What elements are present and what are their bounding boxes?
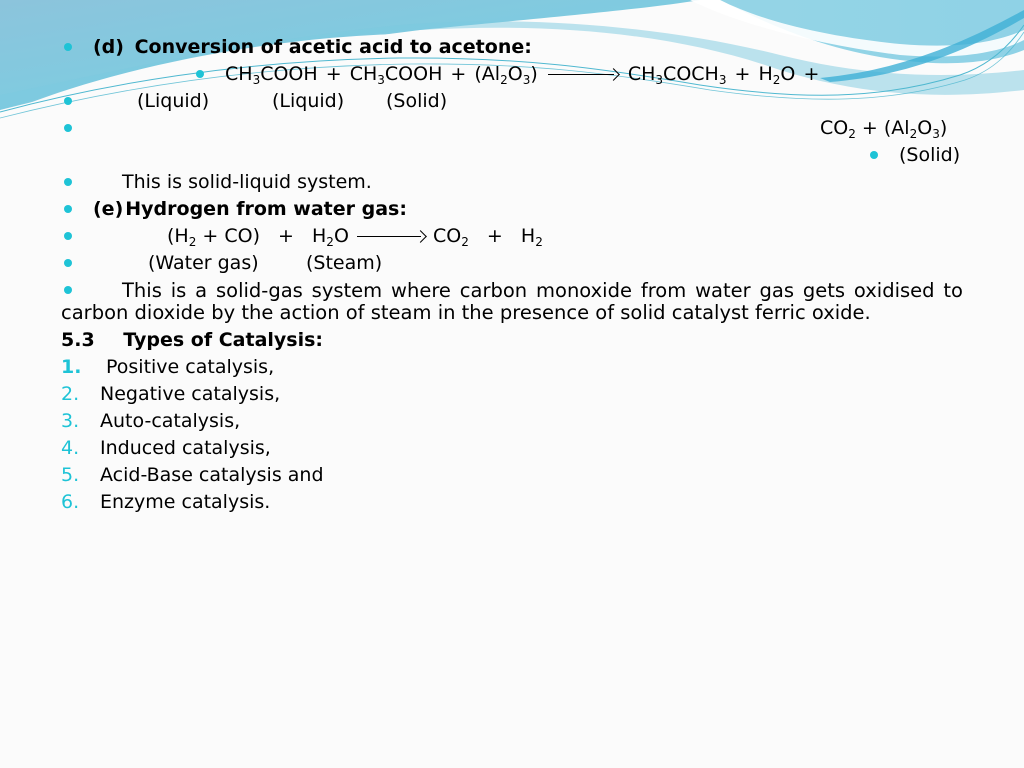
section-d-label: (d) <box>93 36 124 58</box>
subscript: 3 <box>932 127 940 141</box>
bullet-icon <box>64 259 72 267</box>
bullet-icon <box>64 43 72 51</box>
bullet-icon <box>64 124 72 132</box>
section-title: Types of Catalysis: <box>123 329 324 351</box>
section-e-title: Hydrogen from water gas: <box>125 198 407 220</box>
formula-text: ) <box>530 63 538 85</box>
reaction-arrow-icon <box>357 231 425 243</box>
subscript: 2 <box>909 127 918 141</box>
formula-text: (H <box>167 225 189 247</box>
paragraph-text: This is a solid-gas system where carbon monoxide from water gas gets oxidised to carbon dioxide by the action of steam in the presence of solid catalyst ferric oxide. <box>61 279 963 324</box>
list-text: Acid-Base catalysis and <box>100 464 324 486</box>
list-number: 3. <box>61 410 80 432</box>
plus-sign: + <box>450 63 467 85</box>
list-text: Auto-catalysis, <box>100 410 241 432</box>
formula-text: COOH <box>384 63 443 85</box>
plus-sign: + <box>278 225 294 247</box>
subscript: 2 <box>326 235 334 249</box>
state-label: (Solid) <box>899 144 961 166</box>
formula-text: O <box>507 63 523 85</box>
list-number: 4. <box>61 437 80 459</box>
equation-acetone-products-cont <box>820 116 947 140</box>
state-label: (Steam) <box>306 252 383 274</box>
list-number: 6. <box>61 491 80 513</box>
formula-text: CH <box>349 63 378 85</box>
subscript: 3 <box>252 73 261 87</box>
bullet-icon <box>64 232 72 240</box>
bullet-icon <box>64 205 72 213</box>
bullet-icon <box>64 178 72 186</box>
plus-sign: + <box>486 225 503 247</box>
subscript: 3 <box>655 73 664 87</box>
reaction-arrow-icon <box>548 69 618 81</box>
subscript: 3 <box>718 73 727 87</box>
section-5-3-heading <box>61 328 323 352</box>
formula-text: COOH <box>260 63 318 85</box>
formula-text: CO <box>433 225 462 247</box>
equation-water-gas <box>167 224 543 248</box>
formula-text: ) <box>939 117 948 139</box>
bullet-icon <box>196 70 204 78</box>
formula-text: H <box>758 63 773 85</box>
list-text: Positive catalysis, <box>106 356 275 378</box>
formula-text: O <box>780 63 796 85</box>
section-e-label: (e) <box>93 198 124 220</box>
formula-text: (Al <box>474 63 501 85</box>
subscript: 2 <box>500 73 508 87</box>
bullet-icon <box>64 97 72 105</box>
formula-text: H <box>312 225 327 247</box>
list-number: 2. <box>61 383 80 405</box>
state-label: (Liquid) <box>137 90 210 112</box>
section-e-heading <box>93 197 407 221</box>
list-text: Negative catalysis, <box>100 383 281 405</box>
formula-text: O <box>917 117 933 139</box>
formula-text: H <box>520 225 536 247</box>
plus-sign: + <box>861 117 878 139</box>
subscript: 2 <box>188 235 197 249</box>
plus-sign: + <box>803 63 820 85</box>
formula-text: CO <box>820 117 849 139</box>
equation-acetone <box>225 62 819 86</box>
bullet-icon <box>870 151 878 159</box>
formula-text: CH <box>225 63 253 85</box>
formula-text: CH <box>627 63 656 85</box>
section-number: 5.3 <box>61 329 95 351</box>
list-number: 5. <box>61 464 80 486</box>
subscript: 3 <box>377 73 385 87</box>
plus-sign: + <box>734 63 751 85</box>
section-d-heading <box>93 35 532 59</box>
formula-text: (Al <box>883 117 910 139</box>
list-number: 1. <box>61 356 82 378</box>
subscript: 2 <box>772 73 781 87</box>
formula-text: O <box>333 225 349 247</box>
section-d-title: Conversion of acetic acid to acetone: <box>134 36 532 58</box>
state-label: (Liquid) <box>272 90 345 112</box>
state-label: (Solid) <box>386 90 448 112</box>
subscript: 2 <box>848 127 856 141</box>
subscript: 3 <box>522 73 531 87</box>
formula-text: + CO) <box>196 225 260 247</box>
subscript: 2 <box>535 235 543 249</box>
section-d-note: This is solid-liquid system. <box>122 171 372 193</box>
plus-sign: + <box>325 63 342 85</box>
subscript: 2 <box>461 235 469 249</box>
list-text: Enzyme catalysis. <box>100 491 271 513</box>
list-text: Induced catalysis, <box>100 437 271 459</box>
formula-text: COCH <box>663 63 719 85</box>
state-label: (Water gas) <box>148 252 259 274</box>
section-e-paragraph <box>61 280 963 324</box>
